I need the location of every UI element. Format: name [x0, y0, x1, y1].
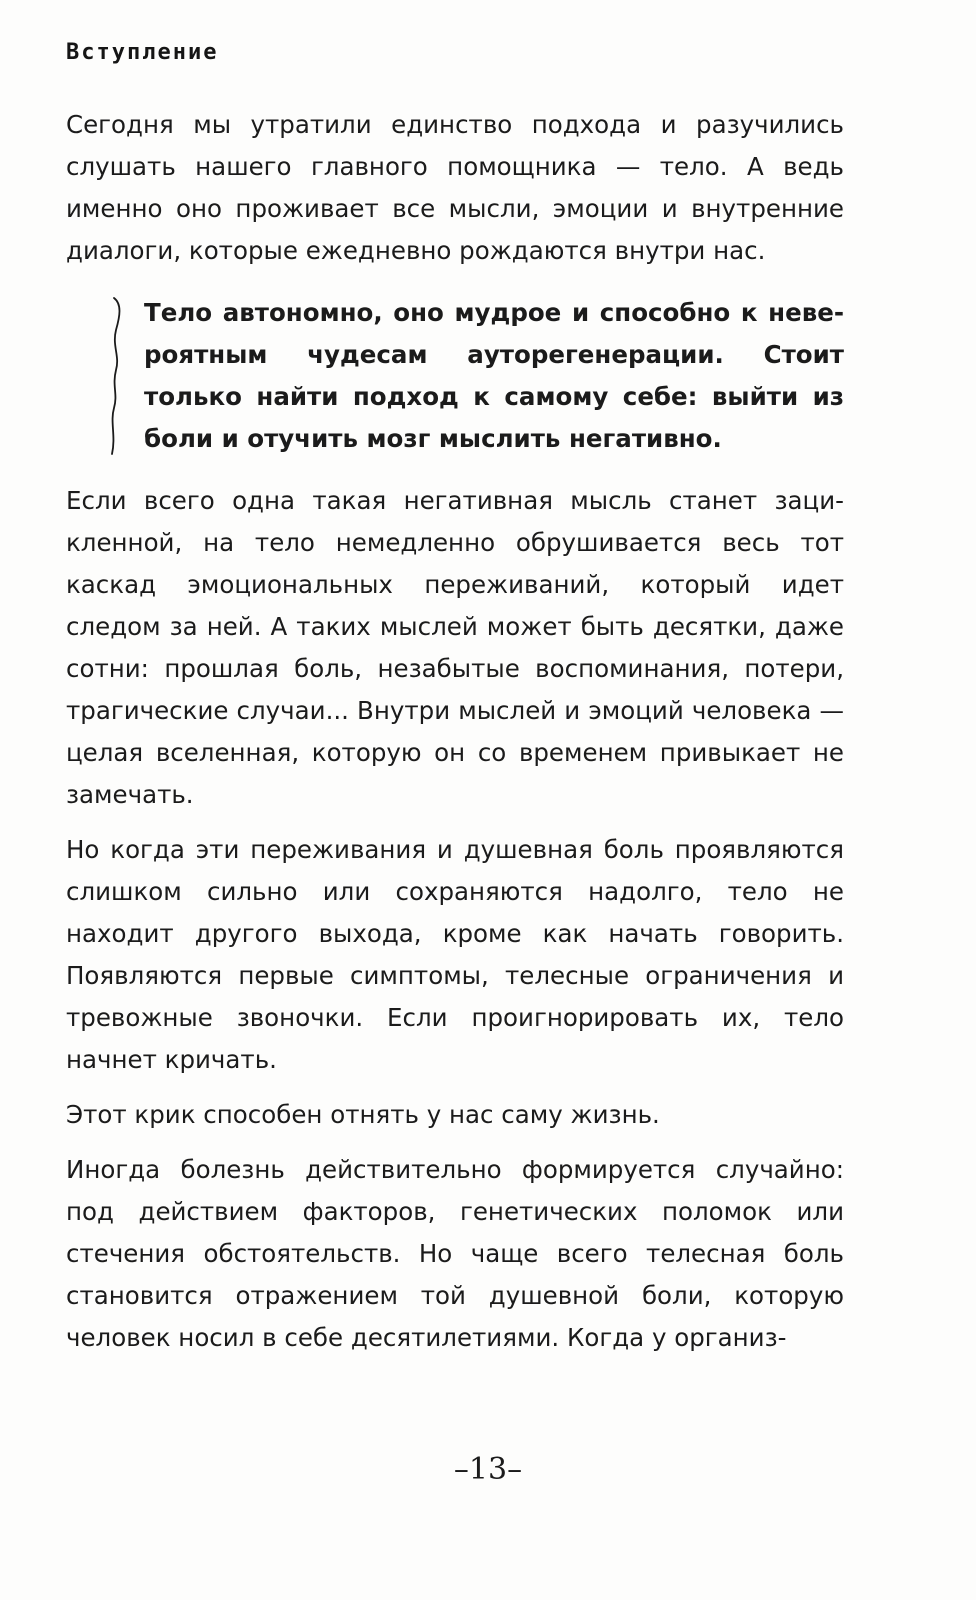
- brace-icon: [106, 296, 136, 456]
- paragraph-2: Если всего одна такая негативная мысль станет зацикленной, на тело немедленно обрушивается весь тот каскад эмоциональных переживаний, который идет следом за ней. А таких мыслей может быть десятки, даже сотни: прошлая боль, незабытые воспоминания, потери, трагические случаи... Внутри мыслей и эмоций человека — целая вселенная, которую он со временем привыкает не замечать.: [66, 486, 844, 809]
- pull-quote: [66, 292, 844, 460]
- paragraph-5: Иногда болезнь действительно формируется случайно: под действием факторов, генетических поломок или стечения обстоятельств. Но чаще всего телесная боль становится отражением той душевной боли, которую человек носил в себе десятилетиями. Когда у организ-: [66, 1155, 844, 1352]
- page-number: –13–: [453, 1452, 523, 1487]
- quote-text: Тело автономно, оно мудрое и способно к невероятным чудесам ауторегенерации. Стоит только найти подход к самому себе: выйти из боли и отучить мозг мыслить негативно.: [144, 298, 844, 453]
- running-header: Вступление: [66, 40, 219, 65]
- page-body: [66, 104, 844, 1359]
- paragraph-1: Сегодня мы утратили единство подхода и разучились слушать нашего главного помощника — тело. А ведь именно оно проживает все мысли, эмоции и внутренние диалоги, которые ежедневно рождаются внутри нас.: [66, 110, 844, 265]
- paragraph-3: Но когда эти переживания и душевная боль проявляются слишком сильно или сохраняются надолго, тело не находит другого выхода, кроме как начать говорить. Появляются первые симптомы, телесные ограничения и тревожные звоночки. Если проигнорировать их, тело начнет кричать.: [66, 835, 844, 1074]
- paragraph-4: Этот крик способен отнять у нас саму жизнь.: [66, 1100, 660, 1129]
